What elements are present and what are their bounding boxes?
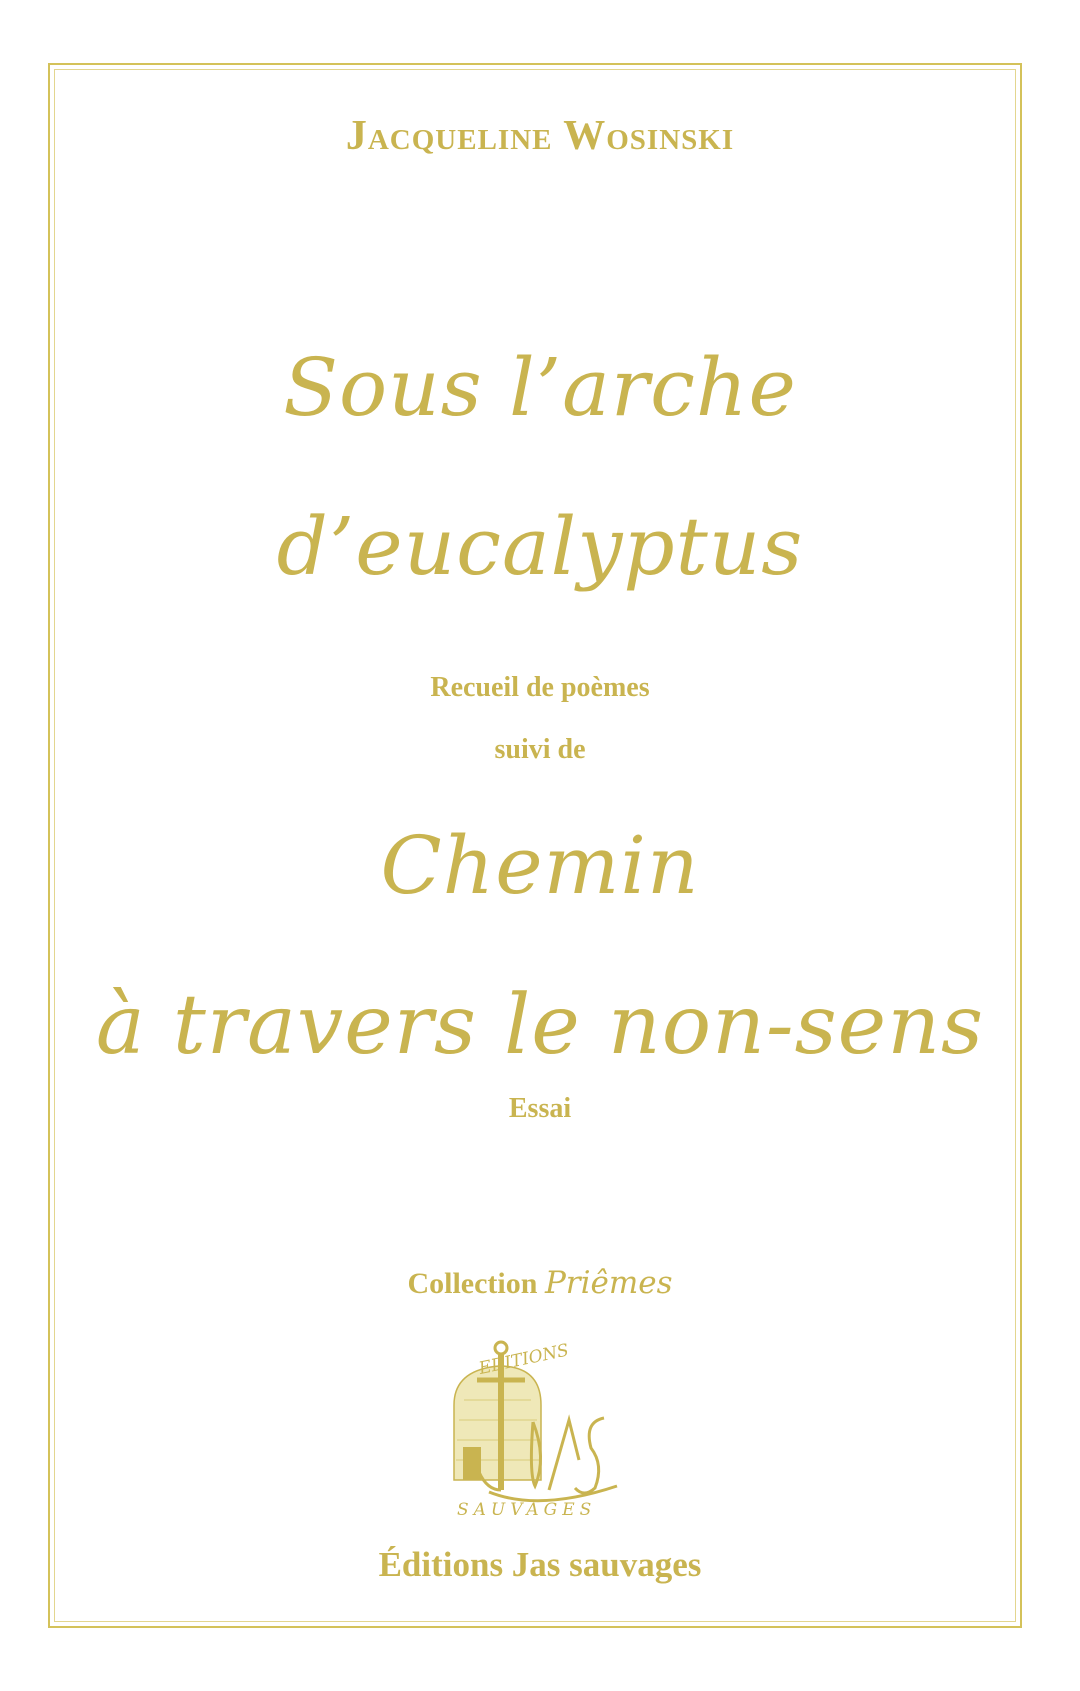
subtitle-genre-1: Recueil de poèmes xyxy=(430,672,650,703)
subtitle-genre-2: Essai xyxy=(508,1093,572,1124)
title-line-1: Sous l’arche xyxy=(283,341,797,434)
title-line-4: à travers le non-sens xyxy=(95,978,985,1073)
collection-label: Collection xyxy=(407,1267,538,1300)
author-name: Jacqueline Wosinski xyxy=(345,113,735,159)
title-line-3: Chemin xyxy=(380,819,700,912)
anchor-monument-logo-icon xyxy=(429,1340,649,1520)
title-line-2: d’eucalyptus xyxy=(276,500,804,593)
connector-text: suivi de xyxy=(494,734,586,765)
collection-line xyxy=(0,1265,1080,1301)
publisher-name: Éditions Jas sauvages xyxy=(378,1545,702,1584)
logo-top-text: EDITIONS xyxy=(477,1340,571,1379)
collection-name: Priêmes xyxy=(544,1265,673,1301)
publisher-logo xyxy=(429,1340,649,1520)
logo-bottom-text: SAUVAGES xyxy=(457,1500,597,1520)
